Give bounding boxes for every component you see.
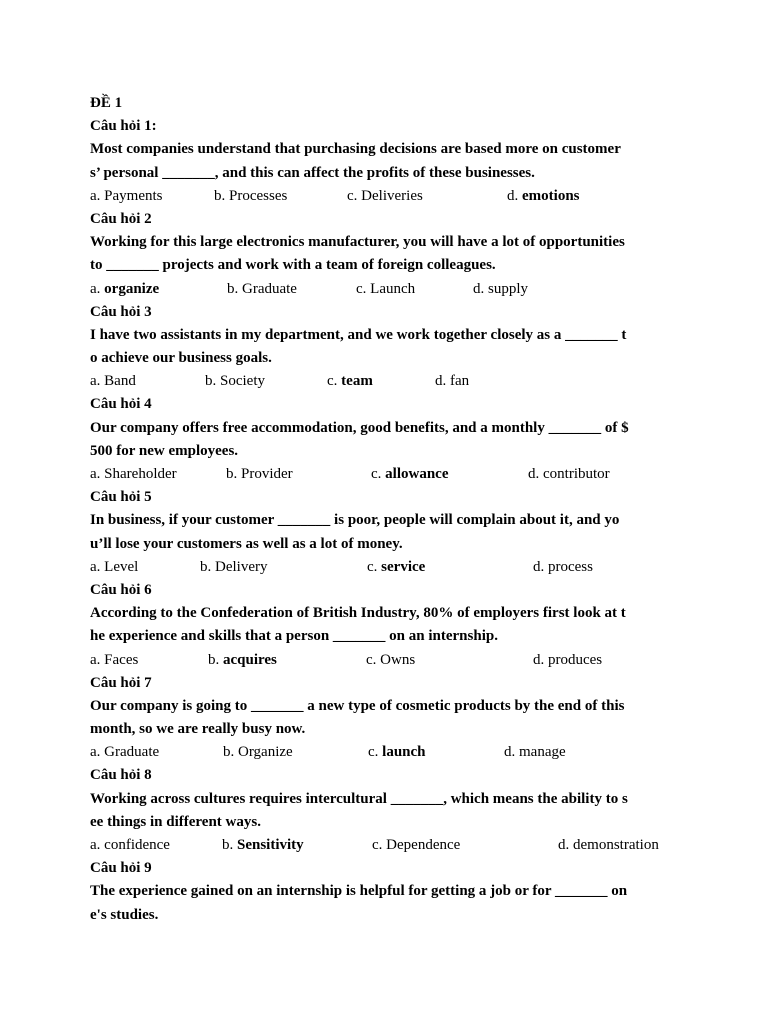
question-heading: Câu hỏi 7	[90, 674, 152, 691]
answer-option-letter: a.	[90, 651, 105, 668]
answer-option-correct-text: organize	[104, 280, 160, 297]
answer-option-text: fan	[450, 373, 470, 390]
question-text-line: Working for this large electronics manufacturer, you will have a lot of opportunities	[90, 234, 625, 251]
answer-option-correct-text: allowance	[385, 466, 449, 482]
question-text-line: The experience gained on an internship is helpful for getting a job or for _______ on	[90, 883, 628, 900]
answer-option-correct-text: team	[341, 373, 373, 390]
question-block	[90, 301, 690, 394]
answer-option	[473, 278, 528, 301]
question-list	[90, 115, 690, 927]
answer-option	[327, 370, 373, 393]
answer-option	[533, 649, 602, 672]
answer-option-text: Dependence	[386, 837, 461, 853]
answer-option-text: Faces	[104, 651, 139, 668]
answer-option-text: manage	[519, 744, 566, 761]
answer-option-letter: b.	[222, 837, 237, 853]
question-block	[90, 393, 690, 486]
answer-option	[205, 370, 265, 393]
answer-option	[356, 278, 415, 301]
answer-option-text: confidence	[104, 837, 170, 853]
answer-option-letter: b.	[200, 558, 215, 575]
answer-option-correct-text: launch	[382, 744, 426, 761]
answer-option-letter: a.	[90, 558, 105, 575]
answer-options	[90, 463, 690, 486]
answer-option	[533, 556, 593, 579]
question-block	[90, 115, 690, 208]
question-text-line: Our company is going to _______ a new type of cosmetic products by the end of this	[90, 697, 625, 714]
question-text-line: o achieve our business goals.	[90, 350, 272, 367]
question-block	[90, 208, 690, 301]
answer-option-correct-text: acquires	[223, 651, 277, 668]
question-heading: Câu hỏi 5	[90, 489, 152, 506]
answer-option-correct-text: emotions	[522, 187, 580, 204]
answer-option-letter: a.	[90, 744, 105, 761]
answer-option-correct-text: service	[381, 558, 426, 575]
answer-option-letter: b.	[226, 466, 241, 482]
question-block	[90, 486, 690, 579]
answer-option-letter: a.	[90, 187, 105, 204]
answer-option	[227, 278, 297, 301]
answer-option-letter: c.	[347, 187, 362, 204]
question-text-line: In business, if your customer _______ is poor, people will complain about it, and yo	[90, 512, 620, 529]
answer-option	[90, 185, 163, 208]
answer-option	[214, 185, 287, 208]
answer-option-text: contributor	[543, 466, 610, 482]
answer-option	[372, 834, 460, 857]
answer-option-letter: b.	[208, 651, 223, 668]
answer-option-letter: b.	[205, 373, 220, 390]
question-text-line: Working across cultures requires intercultural _______, which means the ability to s	[90, 790, 628, 807]
answer-option-text: Society	[220, 373, 265, 390]
question-text-line: Our company offers free accommodation, good benefits, and a monthly _______ of $	[90, 419, 629, 436]
answer-option-letter: d.	[435, 373, 450, 390]
answer-option	[504, 741, 566, 764]
answer-option	[90, 463, 177, 486]
answer-option-letter: c.	[371, 466, 386, 482]
question-text-line: I have two assistants in my department, and we work together closely as a _______ t	[90, 326, 627, 343]
answer-option-text: Band	[104, 373, 136, 390]
question-heading: Câu hỏi 9	[90, 860, 152, 877]
document-page	[90, 92, 690, 927]
question-text-line: u’ll lose your customers as well as a lot of money.	[90, 535, 403, 552]
question-text-line: Most companies understand that purchasing decisions are based more on customer	[90, 141, 621, 158]
answer-options	[90, 741, 690, 764]
answer-options	[90, 278, 690, 301]
answer-option	[90, 741, 159, 764]
answer-option	[558, 834, 659, 857]
question-block	[90, 857, 690, 927]
question-text-line: According to the Confederation of British Industry, 80% of employers first look at t	[90, 605, 626, 622]
answer-option-text: Processes	[229, 187, 288, 204]
answer-option	[90, 649, 138, 672]
answer-option	[435, 370, 469, 393]
answer-options	[90, 649, 690, 672]
answer-option	[208, 649, 277, 672]
answer-option-letter: c.	[368, 744, 383, 761]
answer-option-text: Graduate	[242, 280, 297, 297]
answer-option-letter: c.	[367, 558, 382, 575]
answer-option-text: demonstration	[573, 837, 659, 853]
answer-option-text: process	[548, 558, 593, 575]
answer-option	[226, 463, 293, 486]
answer-option-text: Delivery	[215, 558, 268, 575]
question-heading: Câu hỏi 2	[90, 210, 152, 227]
answer-option-letter: c.	[327, 373, 342, 390]
answer-option-letter: a.	[90, 373, 105, 390]
answer-option-letter: d.	[558, 837, 573, 853]
answer-option-text: Graduate	[104, 744, 160, 761]
answer-option-letter: d.	[533, 558, 548, 575]
answer-option-letter: d.	[528, 466, 543, 482]
answer-option-letter: d.	[507, 187, 522, 204]
answer-option-letter: a.	[90, 837, 105, 853]
answer-option	[90, 278, 159, 301]
answer-option	[367, 556, 425, 579]
answer-option	[347, 185, 423, 208]
answer-option-text: Launch	[370, 280, 416, 297]
question-text-line: month, so we are really busy now.	[90, 721, 306, 738]
answer-option	[90, 556, 138, 579]
answer-options	[90, 556, 690, 579]
question-text-line: to _______ projects and work with a team of foreign colleagues.	[90, 257, 496, 274]
question-text-line: 500 for new employees.	[90, 442, 239, 459]
question-block	[90, 672, 690, 765]
answer-option-letter: b.	[223, 744, 238, 761]
answer-option-letter: d.	[473, 280, 488, 297]
answer-option	[368, 741, 426, 764]
answer-option-letter: c.	[356, 280, 371, 297]
answer-option-letter: a.	[90, 466, 105, 482]
question-heading: Câu hỏi 8	[90, 767, 152, 784]
answer-option	[507, 185, 580, 208]
answer-option-text: Provider	[241, 466, 293, 482]
question-heading: Câu hỏi 6	[90, 581, 152, 598]
question-block	[90, 579, 690, 672]
answer-option-text: supply	[488, 280, 529, 297]
answer-option-letter: a.	[90, 280, 105, 297]
answer-option-letter: c.	[366, 651, 381, 668]
answer-option-letter: d.	[504, 744, 519, 761]
question-text-line: ee things in different ways.	[90, 813, 261, 830]
answer-option	[90, 370, 136, 393]
answer-option	[222, 834, 304, 857]
answer-option	[200, 556, 267, 579]
question-block	[90, 764, 690, 857]
answer-option-letter: b.	[214, 187, 229, 204]
question-heading: Câu hỏi 3	[90, 303, 152, 320]
question-text-line: e's studies.	[90, 906, 159, 923]
question-heading: Câu hỏi 4	[90, 396, 152, 413]
answer-option-text: Level	[104, 558, 139, 575]
answer-options	[90, 370, 690, 393]
question-text-line: s’ personal _______, and this can affect the profits of these businesses.	[90, 164, 535, 181]
answer-option-text: Organize	[238, 744, 293, 761]
document-title: ĐỀ 1	[90, 95, 123, 111]
question-heading: Câu hỏi 1:	[90, 118, 157, 135]
question-text-line: he experience and skills that a person _______ on an internship.	[90, 628, 498, 645]
answer-option	[223, 741, 293, 764]
answer-option-letter: c.	[372, 837, 387, 853]
answer-option	[528, 463, 610, 486]
answer-option	[90, 834, 170, 857]
answer-option-letter: b.	[227, 280, 242, 297]
answer-option-letter: d.	[533, 651, 548, 668]
answer-option-text: Deliveries	[361, 187, 423, 204]
answer-option-text: Owns	[380, 651, 416, 668]
answer-option-text: Shareholder	[104, 466, 177, 482]
answer-option-text: produces	[548, 651, 603, 668]
answer-options	[90, 185, 690, 208]
answer-options	[90, 834, 690, 857]
answer-option-text: Payments	[104, 187, 163, 204]
answer-option	[366, 649, 415, 672]
answer-option	[371, 463, 449, 486]
answer-option-correct-text: Sensitivity	[237, 837, 304, 853]
